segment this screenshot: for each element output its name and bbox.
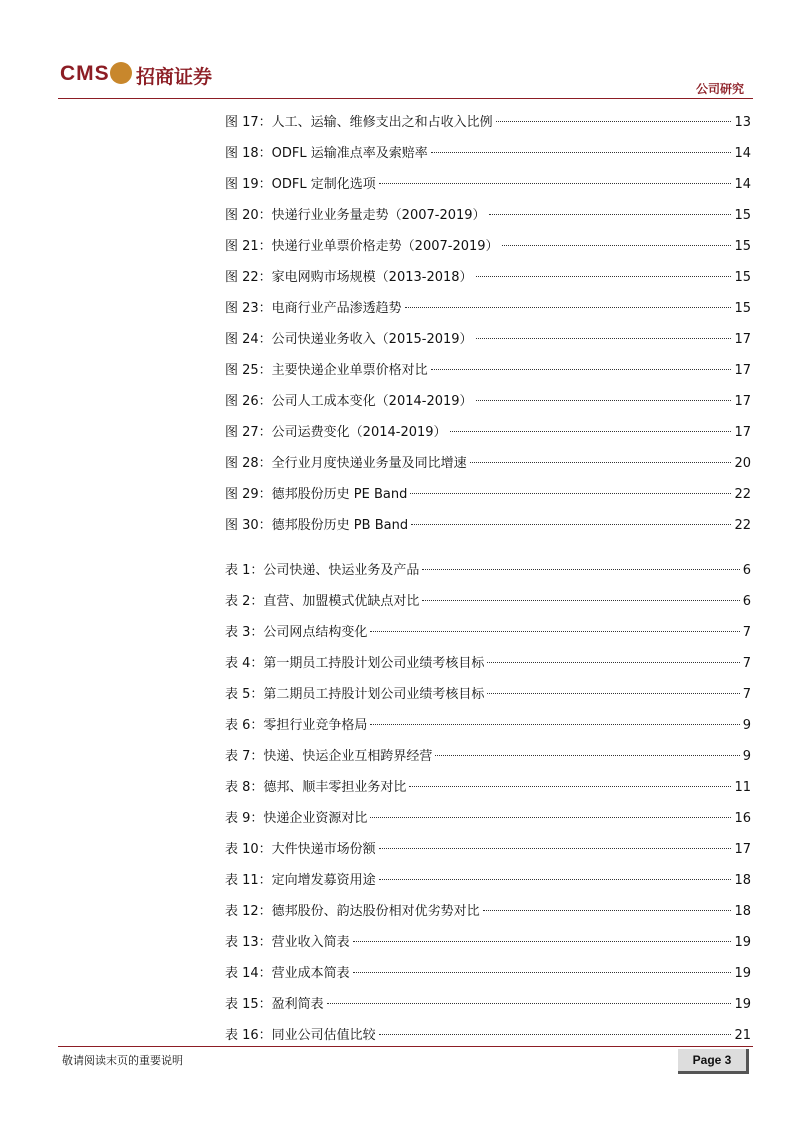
header-rule bbox=[58, 98, 753, 99]
leader-dots bbox=[483, 910, 732, 911]
entry-title: 图 30：德邦股份历史 PB Band bbox=[225, 518, 409, 533]
entry-title: 图 21：快递行业单票价格走势（2007-2019） bbox=[225, 239, 499, 254]
leader-dots bbox=[487, 662, 739, 663]
leader-dots bbox=[435, 755, 739, 756]
entry-page: 15 bbox=[734, 270, 751, 285]
leader-dots bbox=[370, 817, 731, 818]
entry-title: 表 3：公司网点结构变化 bbox=[225, 625, 368, 640]
entry-page: 17 bbox=[734, 842, 751, 857]
cms-logo: CMS bbox=[60, 62, 110, 85]
entry-page: 15 bbox=[734, 239, 751, 254]
entry-title: 表 11：定向增发募资用途 bbox=[225, 873, 376, 888]
toc-entry[interactable] bbox=[225, 355, 751, 386]
toc-entry[interactable] bbox=[225, 710, 751, 741]
entry-page: 9 bbox=[742, 718, 751, 733]
leader-dots bbox=[431, 369, 732, 370]
toc-entry[interactable] bbox=[225, 896, 751, 927]
entry-page: 13 bbox=[734, 115, 751, 130]
entry-title: 表 4：第一期员工持股计划公司业绩考核目标 bbox=[225, 656, 485, 671]
entry-page: 6 bbox=[742, 563, 751, 578]
entry-page: 19 bbox=[734, 935, 751, 950]
entry-page: 22 bbox=[734, 487, 751, 502]
entry-title: 表 10：大件快递市场份额 bbox=[225, 842, 376, 857]
entry-page: 19 bbox=[734, 966, 751, 981]
toc-entry[interactable] bbox=[225, 741, 751, 772]
entry-title: 图 22：家电网购市场规模（2013-2018） bbox=[225, 270, 473, 285]
table-of-contents bbox=[225, 107, 751, 1051]
entry-title: 图 18：ODFL 运输准点率及索赔率 bbox=[225, 146, 428, 161]
leader-dots bbox=[379, 848, 732, 849]
entry-page: 17 bbox=[734, 394, 751, 409]
entry-page: 18 bbox=[734, 873, 751, 888]
leader-dots bbox=[476, 400, 732, 401]
leader-dots bbox=[327, 1003, 732, 1004]
toc-entry[interactable] bbox=[225, 107, 751, 138]
leader-dots bbox=[496, 121, 732, 122]
entry-title: 图 20：快递行业业务量走势（2007-2019） bbox=[225, 208, 486, 223]
toc-entry[interactable] bbox=[225, 479, 751, 510]
entry-title: 表 16：同业公司估值比较 bbox=[225, 1028, 376, 1043]
toc-entry[interactable] bbox=[225, 200, 751, 231]
toc-entry[interactable] bbox=[225, 927, 751, 958]
toc-entry[interactable] bbox=[225, 865, 751, 896]
footer-rule bbox=[58, 1046, 753, 1047]
entry-page: 7 bbox=[742, 625, 751, 640]
entry-title: 图 25：主要快递企业单票价格对比 bbox=[225, 363, 428, 378]
toc-entry[interactable] bbox=[225, 293, 751, 324]
toc-entry[interactable] bbox=[225, 417, 751, 448]
toc-entry[interactable] bbox=[225, 648, 751, 679]
entry-title: 表 13：营业收入简表 bbox=[225, 935, 350, 950]
toc-entry[interactable] bbox=[225, 679, 751, 710]
entry-title: 表 12：德邦股份、韵达股份相对优劣势对比 bbox=[225, 904, 480, 919]
company-name: 招商证券 bbox=[136, 66, 213, 88]
leader-dots bbox=[487, 693, 739, 694]
entry-title: 表 7：快递、快运企业互相跨界经营 bbox=[225, 749, 433, 764]
entry-page: 16 bbox=[734, 811, 751, 826]
leader-dots bbox=[370, 631, 739, 632]
entry-title: 表 5：第二期员工持股计划公司业绩考核目标 bbox=[225, 687, 485, 702]
leader-dots bbox=[411, 524, 731, 525]
page-number: Page 3 bbox=[678, 1049, 749, 1074]
toc-entry[interactable] bbox=[225, 138, 751, 169]
leader-dots bbox=[379, 183, 732, 184]
entry-page: 17 bbox=[734, 332, 751, 347]
entry-title: 图 27：公司运费变化（2014-2019） bbox=[225, 425, 447, 440]
leader-dots bbox=[353, 941, 732, 942]
leader-dots bbox=[422, 600, 739, 601]
entry-page: 21 bbox=[734, 1028, 751, 1043]
entry-title: 表 15：盈利简表 bbox=[225, 997, 324, 1012]
toc-entry[interactable] bbox=[225, 958, 751, 989]
leader-dots bbox=[379, 879, 732, 880]
leader-dots bbox=[489, 214, 732, 215]
toc-entry[interactable] bbox=[225, 617, 751, 648]
leader-dots bbox=[431, 152, 732, 153]
toc-entry[interactable] bbox=[225, 448, 751, 479]
toc-entry[interactable] bbox=[225, 989, 751, 1020]
entry-title: 表 1：公司快递、快运业务及产品 bbox=[225, 563, 420, 578]
leader-dots bbox=[470, 462, 732, 463]
leader-dots bbox=[370, 724, 739, 725]
toc-entry[interactable] bbox=[225, 386, 751, 417]
toc-entry[interactable] bbox=[225, 555, 751, 586]
toc-entry[interactable] bbox=[225, 231, 751, 262]
entry-page: 7 bbox=[742, 687, 751, 702]
entry-page: 14 bbox=[734, 146, 751, 161]
entry-title: 图 26：公司人工成本变化（2014-2019） bbox=[225, 394, 473, 409]
entry-title: 图 23：电商行业产品渗透趋势 bbox=[225, 301, 402, 316]
entry-page: 14 bbox=[734, 177, 751, 192]
entry-title: 图 24：公司快递业务收入（2015-2019） bbox=[225, 332, 473, 347]
disclaimer-note: 敬请阅读末页的重要说明 bbox=[62, 1054, 183, 1067]
seal-icon bbox=[110, 62, 132, 84]
entry-page: 19 bbox=[734, 997, 751, 1012]
toc-entry[interactable] bbox=[225, 772, 751, 803]
leader-dots bbox=[410, 493, 731, 494]
report-type: 公司研究 bbox=[695, 82, 744, 96]
toc-entry[interactable] bbox=[225, 586, 751, 617]
entry-page: 9 bbox=[742, 749, 751, 764]
leader-dots bbox=[450, 431, 732, 432]
entry-title: 图 29：德邦股份历史 PE Band bbox=[225, 487, 408, 502]
entry-title: 表 9：快递企业资源对比 bbox=[225, 811, 368, 826]
toc-entry[interactable] bbox=[225, 324, 751, 355]
entry-title: 表 2：直营、加盟模式优缺点对比 bbox=[225, 594, 420, 609]
leader-dots bbox=[405, 307, 732, 308]
toc-entry[interactable] bbox=[225, 834, 751, 865]
leader-dots bbox=[353, 972, 732, 973]
leader-dots bbox=[476, 276, 732, 277]
leader-dots bbox=[502, 245, 732, 246]
entry-page: 18 bbox=[734, 904, 751, 919]
entry-page: 22 bbox=[734, 518, 751, 533]
leader-dots bbox=[422, 569, 739, 570]
entry-page: 15 bbox=[734, 208, 751, 223]
entry-title: 表 14：营业成本简表 bbox=[225, 966, 350, 981]
leader-dots bbox=[409, 786, 731, 787]
entry-page: 20 bbox=[734, 456, 751, 471]
entry-page: 6 bbox=[742, 594, 751, 609]
toc-entry[interactable] bbox=[225, 262, 751, 293]
entry-title: 表 6：零担行业竞争格局 bbox=[225, 718, 368, 733]
leader-dots bbox=[379, 1034, 732, 1035]
entry-title: 表 8：德邦、顺丰零担业务对比 bbox=[225, 780, 407, 795]
toc-entry[interactable] bbox=[225, 803, 751, 834]
entry-page: 15 bbox=[734, 301, 751, 316]
entry-title: 图 28：全行业月度快递业务量及同比增速 bbox=[225, 456, 467, 471]
entry-page: 17 bbox=[734, 425, 751, 440]
entry-page: 7 bbox=[742, 656, 751, 671]
toc-entry[interactable] bbox=[225, 169, 751, 200]
toc-entry[interactable] bbox=[225, 510, 751, 541]
entry-page: 11 bbox=[734, 780, 751, 795]
entry-title: 图 19：ODFL 定制化选项 bbox=[225, 177, 376, 192]
entry-title: 图 17：人工、运输、维修支出之和占收入比例 bbox=[225, 115, 493, 130]
entry-page: 17 bbox=[734, 363, 751, 378]
leader-dots bbox=[476, 338, 732, 339]
